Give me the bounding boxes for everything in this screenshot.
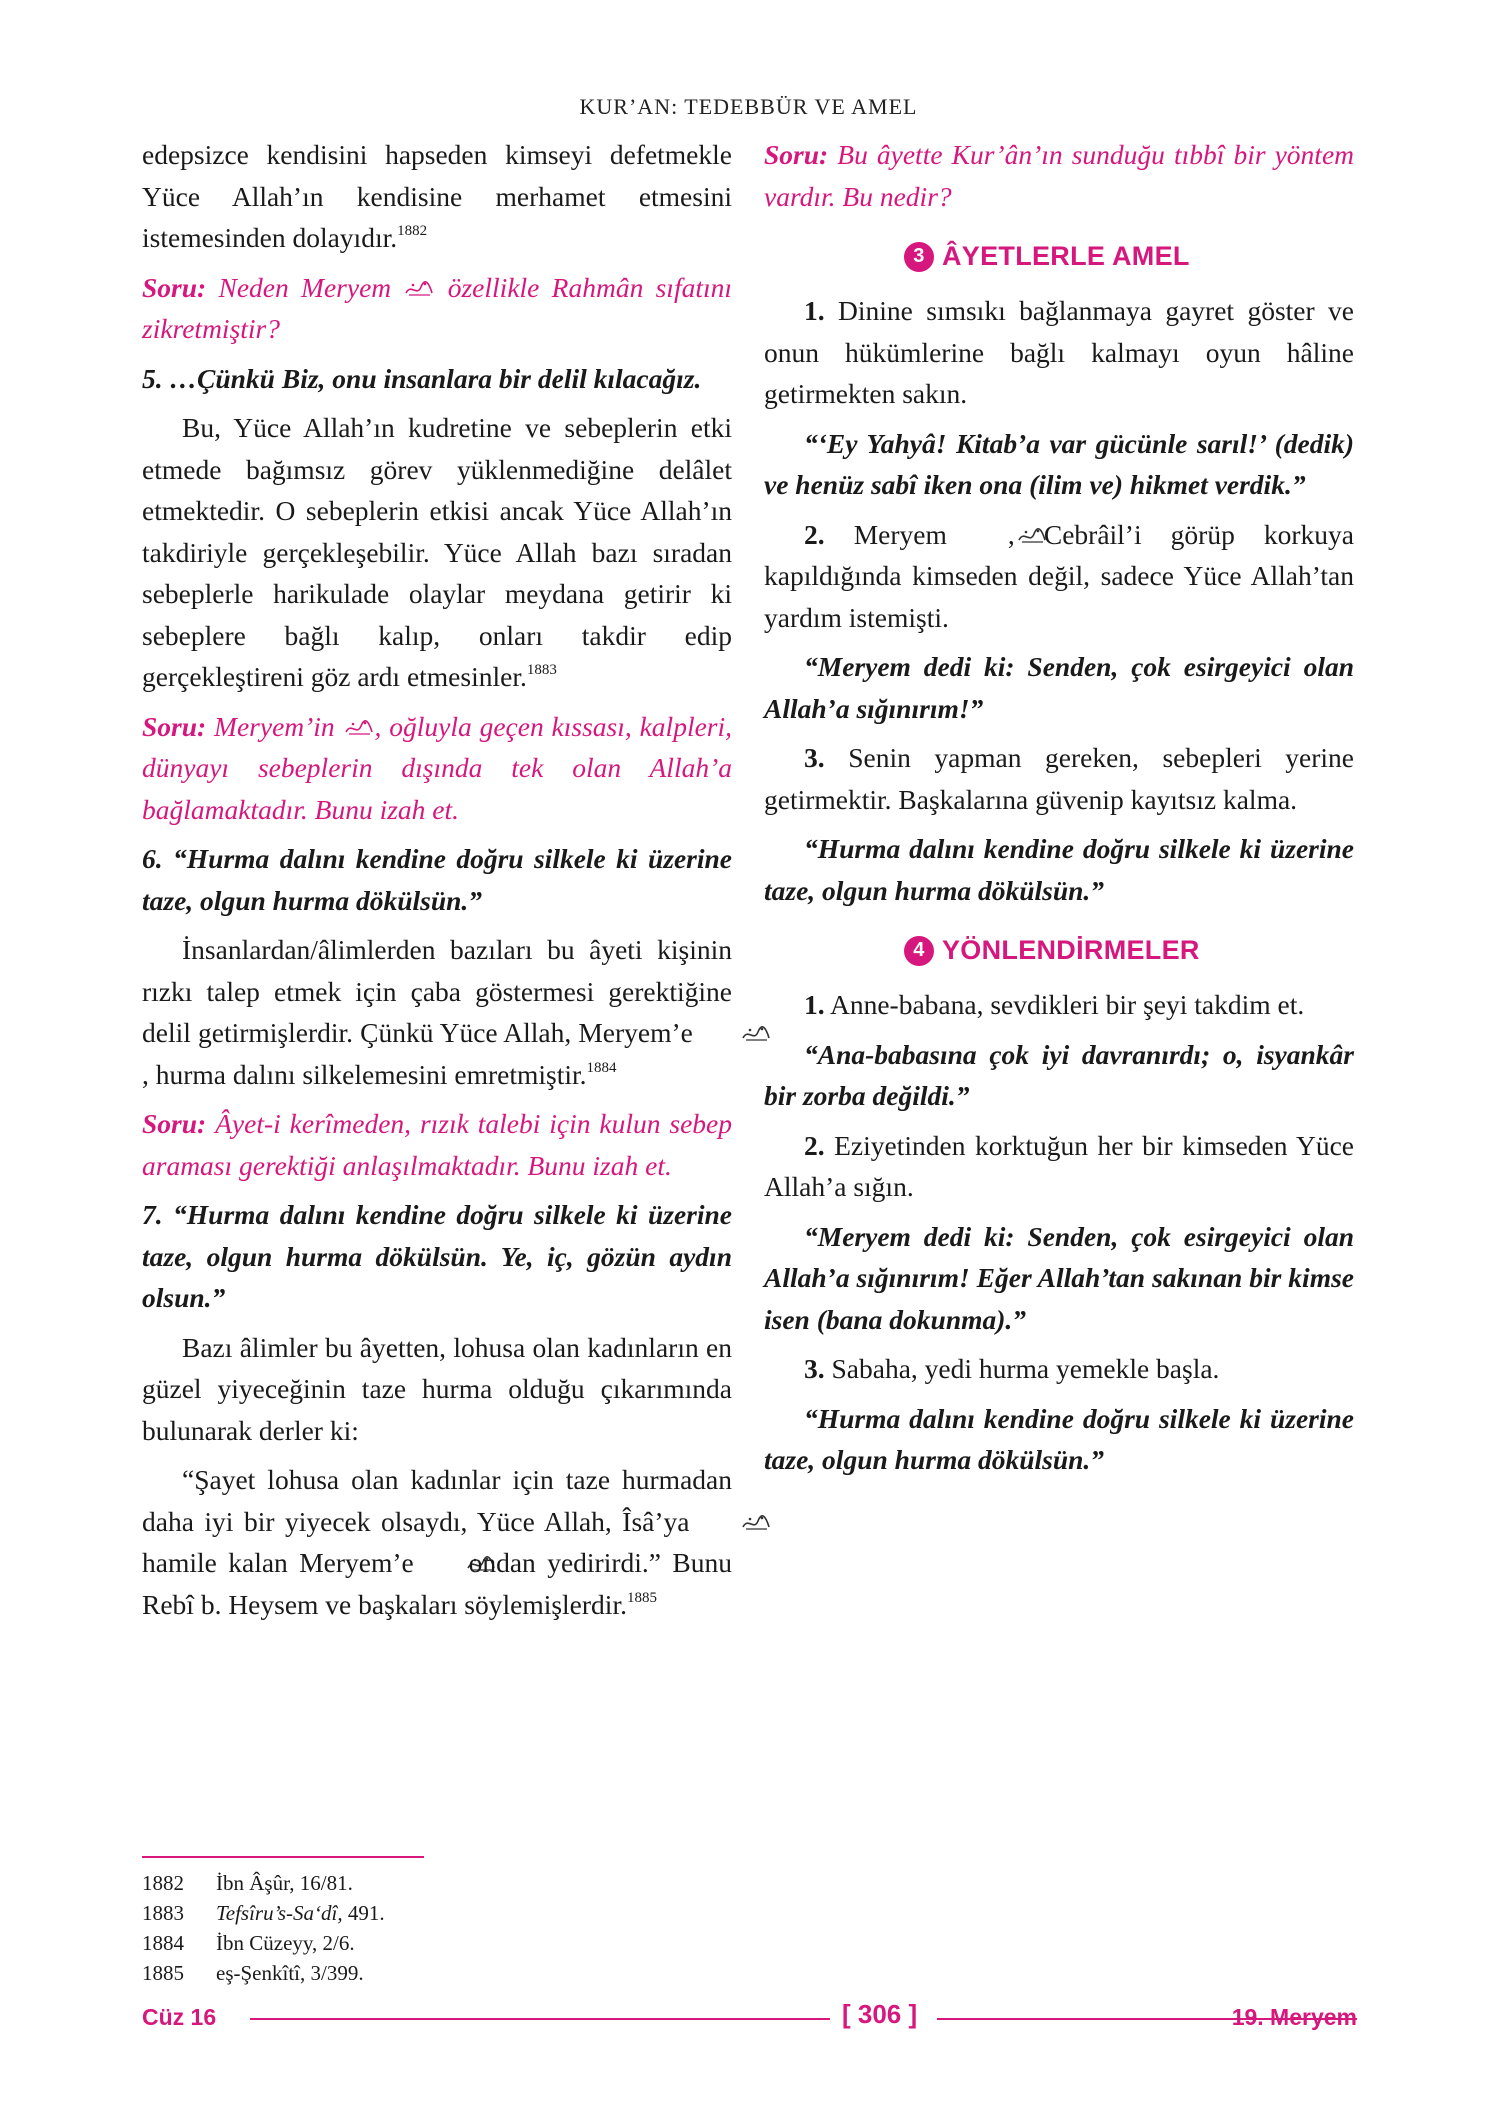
verse: “Ana-babasına çok iyi davranırdı; o, isyankâr bir zorba değildi.” <box>764 1038 1354 1111</box>
section-number-badge: 3 <box>904 242 934 272</box>
page-footer <box>142 1996 1357 2036</box>
verse: “Hurma dalını kendine doğru silkele ki üzerine taze, olgun hurma dökülsün.” <box>764 833 1354 906</box>
footnote: 1882 İbn Âşûr, 16/81. <box>142 1871 353 1895</box>
footnote: 1883 Tefsîru’s-Sa‘dî, 491. <box>142 1901 385 1925</box>
list-item: 2. Meryem , Cebrâil’i görüp korkuya kapıldığında kimseden değil, sadece Yüce Allah’tan yardım istemişti. <box>764 514 1354 639</box>
paragraph: İnsanlardan/âlimlerden bazıları bu âyeti kişinin rızkı talep etmek için çaba göstermesi gerektiğine delil getirmişlerdir. Çünkü Yüce Allah, Meryem’e , hurma dalını silkelemesini emretmiştir.$^{1884}$ <box>142 929 732 1095</box>
list-item: 3. Sabaha, yedi hurma yemekle başla. <box>804 1353 1220 1384</box>
footnote-divider <box>142 1856 424 1858</box>
footnote-ref[interactable]: 1883 <box>526 662 557 678</box>
verse: “Meryem dedi ki: Senden, çok esirgeyici olan Allah’a sığınırım! Eğer Allah’tan sakınan bir kimse isen (bana dokunma).” <box>764 1220 1354 1335</box>
footnote-ref[interactable]: 1884 <box>586 1059 617 1076</box>
footnotes <box>142 1868 385 1988</box>
honorific-glyph-icon <box>425 1544 457 1564</box>
question: Soru: Neden Meryem özellikle Rahmân sıfatını zikretmiştir? <box>142 267 732 350</box>
list-item: 1. Dinine sımsıkı bağlanmaya gayret göster ve onun hükümlerine bağlı kalmayı oyun hâline getirmekten sakın. <box>764 295 1354 409</box>
verse: 5. …Çünkü Biz, onu insanlara bir delil kılacağız. <box>142 362 702 394</box>
list-item: 1. Anne-babana, sevdikleri bir şeyi takdim et. <box>804 989 1305 1020</box>
question: Soru: Bu âyette Kur’ân’ın sunduğu tıbbî bir yöntem vardır. Bu nedir? <box>764 139 1355 212</box>
paragraph: Bazı âlimler bu âyetten, lohusa olan kadınların en güzel yiyeceğinin taze hurma olduğu çıkarımında bulunarak derler ki: <box>142 1331 732 1446</box>
verse: “‘Ey Yahyâ! Kitab’a var gücünle sarıl!’ (dedik) ve henüz sabî iken ona (ilim ve) hikmet verdik.” <box>764 427 1354 500</box>
honorific-glyph-icon <box>403 269 435 289</box>
question: Soru: Âyet-i kerîmeden, rızık talebi için kulun sebep araması gerektiği anlaşılmaktadır. Bunu izah et. <box>142 1108 733 1181</box>
section-title: YÖNLENDİRMELER <box>942 935 1200 965</box>
verse: 6. “Hurma dalını kendine doğru silkele ki üzerine taze, olgun hurma dökülsün.” <box>142 843 732 916</box>
list-item: 2. Eziyetinden korktuğun her bir kimseden Yüce Allah’a sığın. <box>764 1129 1355 1202</box>
honorific-glyph-icon <box>700 1014 732 1034</box>
honorific-glyph-icon <box>976 516 1008 536</box>
footnote: 1884 İbn Cüzeyy, 2/6. <box>142 1931 355 1955</box>
section-heading-yonlendirmeler <box>904 935 1354 966</box>
page-number: [ 306 ] <box>842 1999 918 2029</box>
question: Soru: Meryem’in , oğluyla geçen kıssası, kalpleri, dünyayı sebeplerin dışında tek olan Allah’a bağlamaktadır. Bunu izah et. <box>142 706 732 831</box>
honorific-glyph-icon <box>343 708 375 728</box>
list-item: 3. Senin yapman gereken, sebepleri yerine getirmektir. Başkalarına güvenip kayıtsız kalma. <box>764 742 1354 815</box>
honorific-glyph-icon <box>700 1503 732 1523</box>
surah-label: 19. Meryem <box>1231 2004 1357 2030</box>
running-head: KUR’AN: TEDEBBÜR VE AMEL <box>579 94 918 119</box>
paragraph: Bu, Yüce Allah’ın kudretine ve sebeplerin etki etmede bağımsız görev yüklenmediğine delâlet etmektedir. O sebeplerin etkisi ancak Yüce Allah’ın takdiriyle gerçekleşebilir. Yüce Allah bazı sıradan sebeplerle harikulade olaylar meydana getirir ki sebeplere bağlı kalıp, onları takdir edip gerçekleştireni göz ardı etmesinler.$^{1883}$ <box>142 412 732 692</box>
paragraph: “Şayet lohusa olan kadınlar için taze hurmadan daha iyi bir yiyecek olsaydı, Yüce Allah, Îsâ’ya hamile kalan Meryem’e ondan yedirirdi.” Bunu Rebî b. Heysem ve başkaları söylemişlerdir.$^{1885}$ <box>142 1459 732 1625</box>
paragraph: edepsizce kendisini hapseden kimseyi defetmekle Yüce Allah’ın kendisine merhamet etmesini istemesinden dolayıdır.$^{1882}$ <box>142 139 732 253</box>
juz-label: Cüz 16 <box>142 2004 217 2030</box>
section-number-badge: 4 <box>904 936 934 966</box>
footnote-ref[interactable]: 1882 <box>397 223 428 239</box>
verse: “Meryem dedi ki: Senden, çok esirgeyici olan Allah’a sığınırım!” <box>764 651 1354 724</box>
footnote-ref[interactable]: 1885 <box>626 1589 657 1606</box>
left-column <box>142 134 732 1633</box>
verse: 7. “Hurma dalını kendine doğru silkele ki üzerine taze, olgun hurma dökülsün. Ye, iç, gözün aydın olsun.” <box>142 1199 732 1313</box>
verse: “Hurma dalını kendine doğru silkele ki üzerine taze, olgun hurma dökülsün.” <box>764 1402 1354 1475</box>
footer-rule <box>250 2018 830 2020</box>
right-column <box>764 134 1354 1489</box>
section-title: ÂYETLERLE AMEL <box>942 241 1190 271</box>
section-heading-ayetlerle-amel <box>904 241 1354 272</box>
footnote: 1885 eş-Şenkîtî, 3/399. <box>142 1961 364 1985</box>
